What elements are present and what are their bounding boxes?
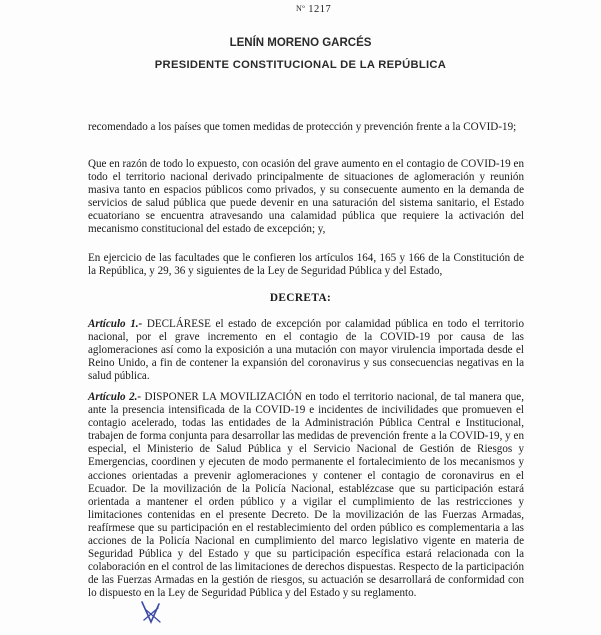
article-2-label: Artículo 2.- — [88, 391, 142, 403]
article-1-label: Artículo 1.- — [88, 318, 143, 330]
initials-signature-icon — [139, 598, 163, 626]
article-1 — [88, 318, 524, 383]
decree-number-value: 1217 — [308, 4, 332, 15]
decreta-heading: DECRETA: — [269, 292, 332, 304]
author-name: LENÍN MORENO GARCÉS — [229, 37, 372, 49]
author-title: PRESIDENTE CONSTITUCIONAL DE LA REPÚBLICA — [154, 59, 447, 71]
decree-number-label: Nº — [296, 4, 306, 13]
paragraph-continuation: recomendado a los países que tomen medidas de protección y prevención frente a la COVID-19; — [88, 121, 517, 133]
paragraph-ejercicio: En ejercicio de las facultades que le confieren los artículos 164, 165 y 166 de la Constitución de la República, y 29, 36 y siguientes de la Ley de Seguridad Pública y del Estado, — [88, 252, 524, 278]
paragraph-considerando: Que en razón de todo lo expuesto, con ocasión del grave aumento en el contagio de COVID-19 en todo el territorio nacional derivado principalmente de situaciones de aglomeración y reunión masiva tanto en espacios públicos como privados, y su consecuente aumento en la demanda de servicios de salud pública que puede devenir en una saturación del sistema sanitario, el Estado ecuatoriano se encuentra atravesando una calamidad pública que requiere la activación del mecanismo constitucional del estado de excepción; y, — [88, 158, 524, 236]
article-2-text: DISPONER LA MOVILIZACIÓN en todo el territorio nacional, de tal manera que, ante la presencia intensificada de la COVID-19 e incidentes de incivilidades que promueven el contagio acelerado, todas las entidades de la Administración Pública Central e Institucional, trabajen de forma conjunta para desarrollar las medidas de prevención frente a la COVID-19, y en especial, el Ministerio de Salud Pública y el Servicio Nacional de Gestión de Riesgos y Emergencias, coordinen y ejecuten de modo permanente el fortalecimiento de los mecanismos y acciones orientadas a prevenir aglomeraciones y contener el contagio de coronavirus en el Ecuador. De la movilización de la Policía Nacional, establézcase que su participación estará orientada a mantener el orden público y a vigilar el cumplimiento de las restricciones y limitaciones contenidas en el presente Decreto. De la movilización de las Fuerzas Armadas, reafírmese que su participación en el restablecimiento del orden público es complementaria a las acciones de la Policía Nacional en cumplimiento del marco legislativo vigente en materia de Seguridad Pública y del Estado y que su participación específica estará relacionada con la colaboración en el control de las limitaciones de derechos dispuestas. Respecto de la participación de las Fuerzas Armadas en la gestión de riesgos, su actuación se desarrollará de conformidad con lo dispuesto en la Ley de Seguridad Pública y del Estado y su reglamento. — [88, 391, 524, 600]
article-1-text: DECLÁRESE el estado de excepción por calamidad pública en todo el territorio nacional, por el grave incremento en el contagio de la COVID-19 por causa de las aglomeraciones así como la exposición a una mutación con mayor virulencia importada desde el Reino Unido, a fin de contener la expansión del coronavirus y sus consecuencias negativas en la salud pública. — [88, 318, 524, 383]
decree-number — [296, 4, 331, 15]
article-2 — [88, 391, 524, 601]
